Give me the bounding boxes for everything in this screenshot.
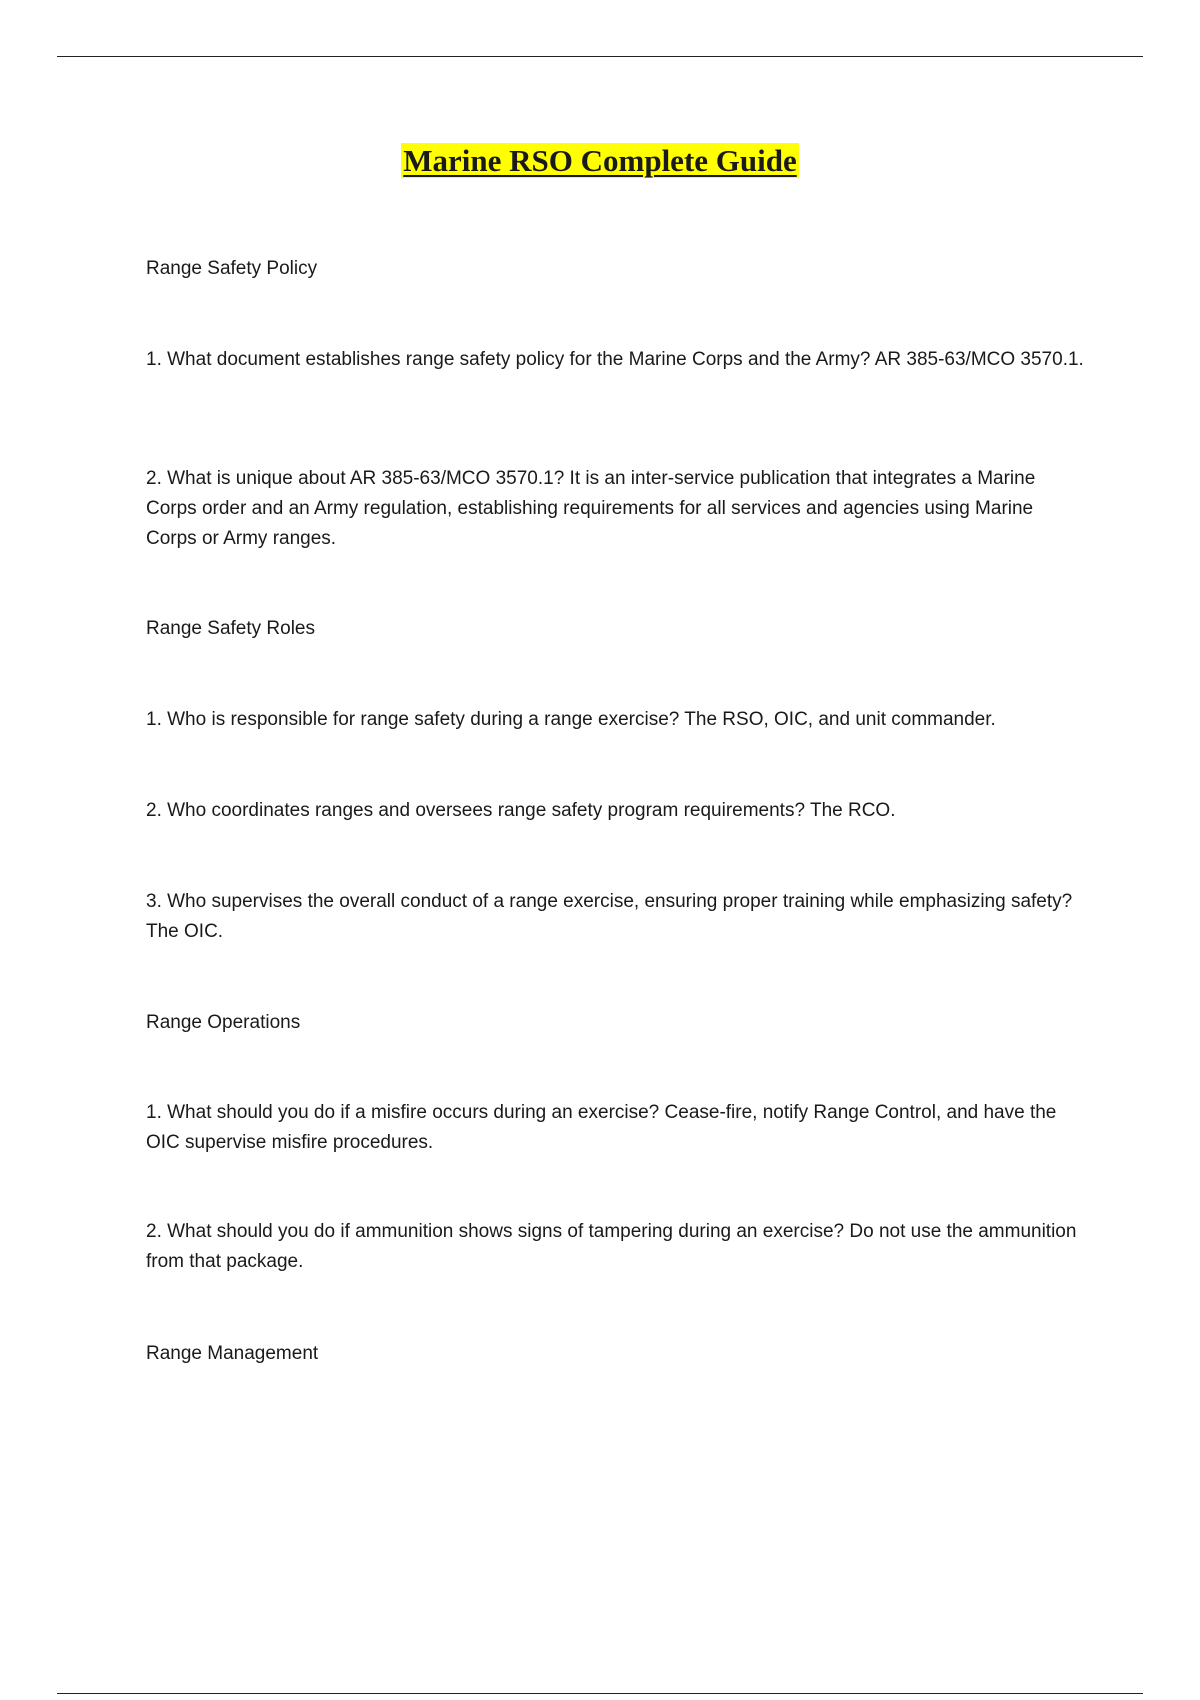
section-heading-range-operations: Range Operations (146, 1012, 301, 1033)
question-item: 1. What document establishes range safety policy for the Marine Corps and the Army? AR 385-63/MCO 3570.1. (146, 349, 1084, 370)
question-item: 1. What should you do if a misfire occurs during an exercise? Cease-fire, notify Range Control, and have the OIC supervise misfire procedures. (146, 1102, 1057, 1153)
question-item: 1. Who is responsible for range safety during a range exercise? The RSO, OIC, and unit commander. (146, 709, 996, 730)
section-heading-range-safety-roles: Range Safety Roles (146, 618, 315, 639)
section-heading-range-safety-policy: Range Safety Policy (146, 258, 318, 279)
question-item: 3. Who supervises the overall conduct of a range exercise, ensuring proper training while emphasizing safety? The OIC. (146, 891, 1073, 942)
title-container (0, 142, 1200, 180)
bottom-rule (57, 1693, 1143, 1694)
question-item: 2. What is unique about AR 385-63/MCO 3570.1? It is an inter-service publication that integrates a Marine Corps order and an Army regulation, establishing requirements for all services and agencies using Marine Corps or Army ranges. (146, 468, 1036, 549)
document-title: Marine RSO Complete Guide (403, 143, 797, 178)
section-heading-range-management: Range Management (146, 1343, 319, 1364)
top-rule (57, 56, 1143, 57)
question-item: 2. What should you do if ammunition shows signs of tampering during an exercise? Do not use the ammunition from that package. (146, 1221, 1077, 1272)
question-item: 2. Who coordinates ranges and oversees range safety program requirements? The RCO. (146, 800, 896, 821)
